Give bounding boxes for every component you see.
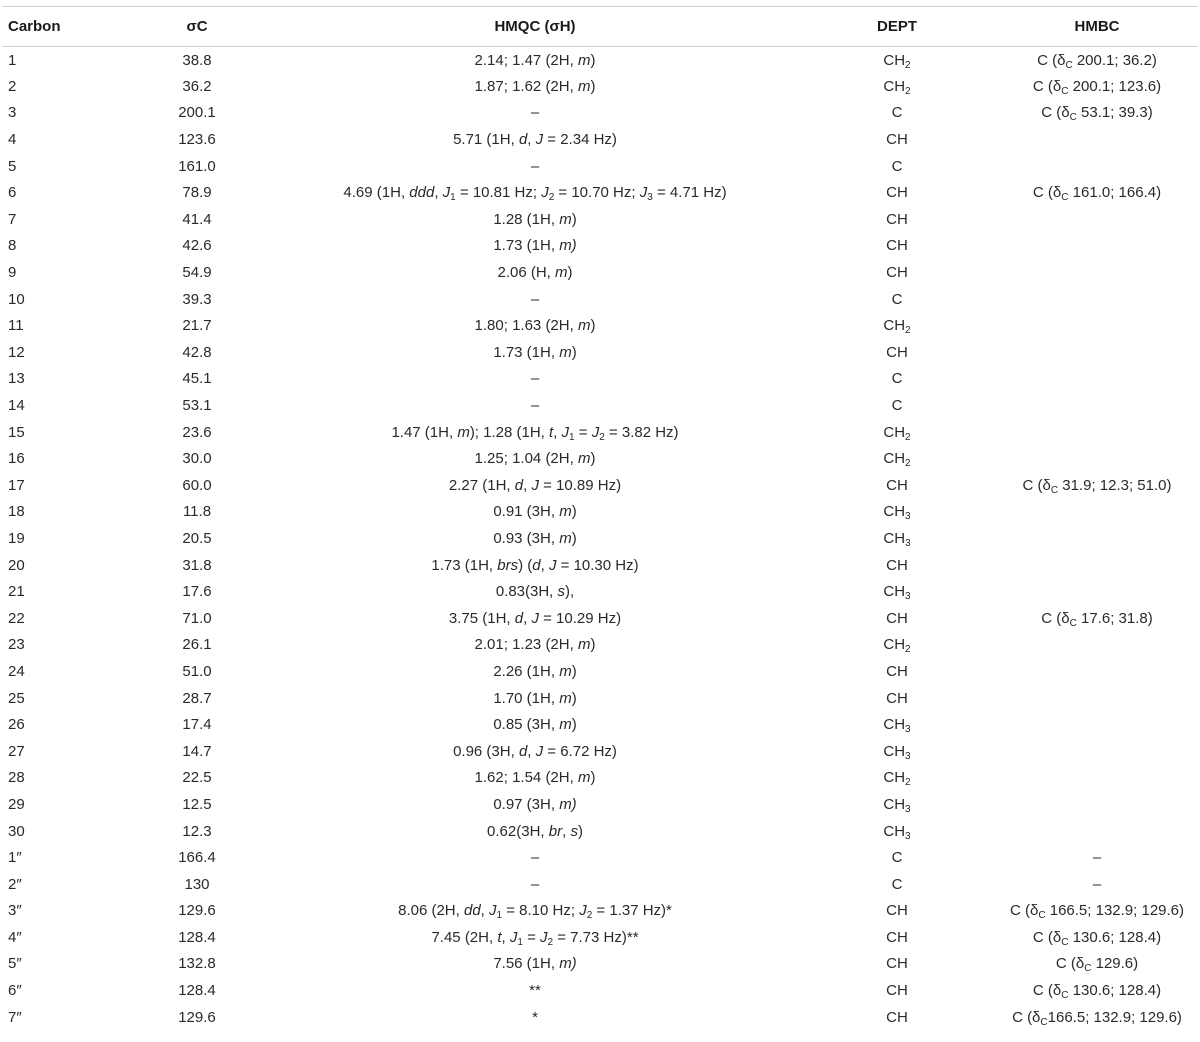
cell-carbon: 6 xyxy=(8,184,17,202)
cell-dept: $CH_2$ xyxy=(883,51,911,71)
cell-hmqc: – xyxy=(530,849,540,867)
table-row xyxy=(2,765,1198,792)
cell-hmqc: 5.71 (1H, d, J = 2.34 Hz) xyxy=(453,131,617,149)
cell-hmbc xyxy=(996,259,1198,286)
cell-hmqc: 0.85 (3H, m) xyxy=(493,716,577,734)
cell-dept: C xyxy=(891,157,903,175)
cell-hmbc xyxy=(996,552,1198,579)
cell-dept: CH xyxy=(886,1008,908,1026)
table-row xyxy=(2,312,1198,339)
cell-sigma-c: 128.4 xyxy=(178,928,216,946)
cell-sigma-c: 166.4 xyxy=(178,849,216,867)
cell-hmqc: 4.69 (1H, ddd, $J_1 = 10.81$ Hz; $J_2 = 10.70$ Hz; $J_3 = 4.71$ Hz) xyxy=(343,184,727,204)
table-row xyxy=(2,818,1198,845)
cell-hmqc: 2.06 (H, m) xyxy=(497,264,573,282)
cell-dept: CH xyxy=(886,131,908,149)
cell-carbon: 5″ xyxy=(8,955,22,973)
cell-sigma-c: 129.6 xyxy=(178,902,216,920)
cell-carbon: 20 xyxy=(8,556,25,574)
header-dept: DEPT xyxy=(798,7,996,47)
cell-carbon: 28 xyxy=(8,769,25,787)
cell-hmbc: C ($\delta_C$ 130.6; 128.4) xyxy=(1032,982,1162,1002)
cell-hmqc: 0.97 (3H, m) xyxy=(493,795,577,813)
cell-sigma-c: 12.3 xyxy=(182,822,212,840)
cell-dept: $CH_2$ xyxy=(883,317,911,337)
table-row xyxy=(2,126,1198,153)
cell-hmqc: 1.25; 1.04 (2H, m) xyxy=(474,450,596,468)
table-row xyxy=(2,73,1198,100)
cell-dept: CH xyxy=(886,689,908,707)
cell-hmbc: C ($\delta_C$ 53.1; 39.3) xyxy=(1041,104,1153,124)
table-row xyxy=(2,791,1198,818)
cell-sigma-c: 51.0 xyxy=(182,662,212,680)
cell-hmbc xyxy=(996,286,1198,313)
cell-dept: $CH_3$ xyxy=(883,583,911,603)
cell-hmbc xyxy=(996,445,1198,472)
cell-sigma-c: 22.5 xyxy=(182,769,212,787)
cell-hmqc: – xyxy=(530,875,540,893)
cell-carbon: 11 xyxy=(8,317,24,335)
cell-hmbc xyxy=(996,765,1198,792)
table-row xyxy=(2,419,1198,446)
cell-sigma-c: 28.7 xyxy=(182,689,212,707)
table-row xyxy=(2,206,1198,233)
cell-sigma-c: 41.4 xyxy=(182,210,212,228)
cell-hmqc: 7.56 (1H, m) xyxy=(493,955,577,973)
cell-hmqc: – xyxy=(530,157,540,175)
cell-hmbc xyxy=(996,392,1198,419)
cell-sigma-c: 129.6 xyxy=(178,1008,216,1026)
cell-hmqc: 0.62(3H, br, s) xyxy=(487,822,583,840)
cell-dept: $CH_3$ xyxy=(883,795,911,815)
cell-hmqc: 0.91 (3H, m) xyxy=(493,503,577,521)
cell-hmbc xyxy=(996,419,1198,446)
cell-sigma-c: 20.5 xyxy=(182,529,212,547)
cell-sigma-c: 71.0 xyxy=(182,609,212,627)
cell-hmbc: – xyxy=(1092,849,1102,867)
cell-dept: CH xyxy=(886,609,908,627)
cell-dept: $CH_3$ xyxy=(883,503,911,523)
header-row xyxy=(2,7,1198,47)
nmr-data-table xyxy=(2,6,1198,1030)
cell-dept: $CH_3$ xyxy=(883,742,911,762)
cell-dept: CH xyxy=(886,264,908,282)
table-row xyxy=(2,685,1198,712)
table-row xyxy=(2,711,1198,738)
cell-dept: C xyxy=(891,104,903,122)
cell-dept: $CH_3$ xyxy=(883,716,911,736)
cell-hmqc: ** xyxy=(529,982,541,1000)
cell-sigma-c: 23.6 xyxy=(182,423,212,441)
cell-hmbc xyxy=(996,711,1198,738)
cell-hmqc: – xyxy=(530,290,540,308)
header-hmbc: HMBC xyxy=(996,7,1198,47)
cell-hmbc xyxy=(996,685,1198,712)
cell-hmqc: 7.45 (2H, t, $J_1 = J_2 = 7.73$ Hz)** xyxy=(431,928,639,948)
table-row xyxy=(2,977,1198,1004)
cell-sigma-c: 31.8 xyxy=(182,556,212,574)
cell-hmbc: – xyxy=(1092,875,1102,893)
cell-sigma-c: 130 xyxy=(184,875,210,893)
cell-hmbc xyxy=(996,233,1198,260)
cell-carbon: 24 xyxy=(8,662,25,680)
cell-carbon: 25 xyxy=(8,689,25,707)
cell-carbon: 3 xyxy=(8,104,17,122)
cell-dept: C xyxy=(891,849,903,867)
cell-dept: $CH_3$ xyxy=(883,529,911,549)
cell-sigma-c: 17.6 xyxy=(182,583,212,601)
cell-hmqc: 2.14; 1.47 (2H, m) xyxy=(474,51,596,69)
cell-hmbc xyxy=(996,791,1198,818)
table-row xyxy=(2,366,1198,393)
cell-hmbc: C ($\delta_C$ 129.6) xyxy=(1055,955,1139,975)
cell-hmqc: 0.93 (3H, m) xyxy=(493,529,577,547)
cell-hmbc: C ($\delta_C$ 200.1; 36.2) xyxy=(1037,51,1157,71)
cell-hmbc xyxy=(996,525,1198,552)
cell-hmqc: 2.26 (1H, m) xyxy=(493,662,577,680)
cell-hmqc: 1.80; 1.63 (2H, m) xyxy=(474,317,596,335)
cell-hmbc xyxy=(996,499,1198,526)
cell-carbon: 5 xyxy=(8,157,17,175)
table-row xyxy=(2,472,1198,499)
header-hmqc: HMQC (σH) xyxy=(272,7,798,47)
cell-dept: CH xyxy=(886,237,908,255)
cell-carbon: 4 xyxy=(8,131,17,149)
cell-hmbc: C ($\delta_C$ 31.9; 12.3; 51.0) xyxy=(1022,476,1172,496)
cell-dept: CH xyxy=(886,902,908,920)
table-body xyxy=(2,47,1198,1031)
cell-sigma-c: 78.9 xyxy=(182,184,212,202)
cell-hmqc: 8.06 (2H, dd, $J_1 = 8.10$ Hz; $J_2 = 1.37$ Hz)* xyxy=(398,902,672,922)
table-row xyxy=(2,924,1198,951)
table-row xyxy=(2,339,1198,366)
cell-sigma-c: 12.5 xyxy=(182,795,212,813)
cell-hmbc: C ($\delta_C$ 17.6; 31.8) xyxy=(1041,609,1153,629)
cell-carbon: 6″ xyxy=(8,982,22,1000)
cell-hmbc xyxy=(996,339,1198,366)
cell-carbon: 14 xyxy=(8,397,25,415)
cell-hmbc xyxy=(996,153,1198,180)
cell-carbon: 7″ xyxy=(8,1008,22,1026)
cell-dept: CH xyxy=(886,955,908,973)
table-row xyxy=(2,499,1198,526)
cell-hmqc: – xyxy=(530,397,540,415)
table-row xyxy=(2,233,1198,260)
cell-hmqc: 3.75 (1H, d, J = 10.29 Hz) xyxy=(448,609,622,627)
cell-hmqc: 0.83(3H, s), xyxy=(495,583,575,601)
cell-hmbc: C ($\delta_C$ 166.5; 132.9; 129.6) xyxy=(1009,902,1185,922)
cell-sigma-c: 53.1 xyxy=(182,397,212,415)
cell-carbon: 16 xyxy=(8,450,25,468)
cell-carbon: 21 xyxy=(8,583,25,601)
cell-sigma-c: 39.3 xyxy=(182,290,212,308)
cell-sigma-c: 42.8 xyxy=(182,343,212,361)
table-row xyxy=(2,525,1198,552)
cell-dept: $CH_2$ xyxy=(883,450,911,470)
cell-carbon: 30 xyxy=(8,822,25,840)
table-row xyxy=(2,100,1198,127)
table-row xyxy=(2,259,1198,286)
cell-sigma-c: 161.0 xyxy=(178,157,216,175)
cell-carbon: 23 xyxy=(8,636,25,654)
cell-carbon: 2 xyxy=(8,77,17,95)
table-row xyxy=(2,605,1198,632)
cell-sigma-c: 45.1 xyxy=(182,370,212,388)
cell-hmqc: 1.73 (1H, brs) (d, J = 10.30 Hz) xyxy=(431,556,639,574)
cell-dept: C xyxy=(891,875,903,893)
cell-dept: C xyxy=(891,397,903,415)
cell-hmbc xyxy=(996,818,1198,845)
cell-dept: $CH_3$ xyxy=(883,822,911,842)
cell-hmbc xyxy=(996,206,1198,233)
table-row xyxy=(2,951,1198,978)
cell-hmbc: C ($\delta_C166.5$; 132.9; 129.6) xyxy=(1012,1008,1182,1028)
cell-carbon: 17 xyxy=(8,476,25,494)
cell-hmqc: 1.87; 1.62 (2H, m) xyxy=(474,77,596,95)
cell-carbon: 29 xyxy=(8,795,25,813)
cell-hmqc: 1.28 (1H, m) xyxy=(493,210,577,228)
table-row xyxy=(2,578,1198,605)
cell-sigma-c: 123.6 xyxy=(178,131,216,149)
cell-dept: CH xyxy=(886,662,908,680)
cell-sigma-c: 17.4 xyxy=(182,716,212,734)
cell-sigma-c: 11.8 xyxy=(182,503,212,521)
header-sigma-c: σC xyxy=(122,7,272,47)
cell-sigma-c: 36.2 xyxy=(182,77,212,95)
cell-hmqc: 1.62; 1.54 (2H, m) xyxy=(474,769,596,787)
cell-hmqc: 1.73 (1H, m) xyxy=(493,343,577,361)
cell-carbon: 12 xyxy=(8,343,25,361)
cell-sigma-c: 42.6 xyxy=(182,237,212,255)
cell-dept: CH xyxy=(886,476,908,494)
table-row xyxy=(2,658,1198,685)
table-header xyxy=(2,7,1198,47)
cell-hmbc xyxy=(996,578,1198,605)
cell-dept: CH xyxy=(886,210,908,228)
table-row xyxy=(2,445,1198,472)
cell-hmbc: C ($\delta_C$ 161.0; 166.4) xyxy=(1032,184,1162,204)
cell-dept: $CH_2$ xyxy=(883,77,911,97)
cell-sigma-c: 38.8 xyxy=(182,51,212,69)
cell-hmqc: 1.73 (1H, m) xyxy=(493,237,577,255)
cell-hmqc: * xyxy=(532,1008,538,1026)
cell-dept: CH xyxy=(886,928,908,946)
cell-hmbc xyxy=(996,632,1198,659)
cell-dept: $CH_2$ xyxy=(883,769,911,789)
cell-carbon: 22 xyxy=(8,609,25,627)
cell-carbon: 19 xyxy=(8,529,25,547)
cell-dept: CH xyxy=(886,343,908,361)
cell-dept: C xyxy=(891,370,903,388)
cell-sigma-c: 14.7 xyxy=(182,742,212,760)
table-row xyxy=(2,1004,1198,1031)
cell-hmbc: C ($\delta_C$ 200.1; 123.6) xyxy=(1032,77,1162,97)
cell-carbon: 10 xyxy=(8,290,25,308)
table-row xyxy=(2,153,1198,180)
cell-dept: C xyxy=(891,290,903,308)
table-row xyxy=(2,286,1198,313)
cell-carbon: 2″ xyxy=(8,875,22,893)
cell-hmbc xyxy=(996,312,1198,339)
cell-hmqc: – xyxy=(530,104,540,122)
table-row xyxy=(2,844,1198,871)
cell-dept: $CH_2$ xyxy=(883,636,911,656)
cell-sigma-c: 132.8 xyxy=(178,955,216,973)
cell-carbon: 9 xyxy=(8,264,17,282)
table-row xyxy=(2,552,1198,579)
cell-carbon: 18 xyxy=(8,503,25,521)
cell-carbon: 1″ xyxy=(8,849,22,867)
cell-carbon: 26 xyxy=(8,716,25,734)
cell-sigma-c: 54.9 xyxy=(182,264,212,282)
cell-carbon: 1 xyxy=(8,51,17,69)
cell-sigma-c: 60.0 xyxy=(182,476,212,494)
cell-hmbc xyxy=(996,366,1198,393)
cell-carbon: 4″ xyxy=(8,928,22,946)
cell-hmbc xyxy=(996,658,1198,685)
table-row xyxy=(2,632,1198,659)
cell-dept: CH xyxy=(886,184,908,202)
header-carbon: Carbon xyxy=(2,7,122,47)
table-row xyxy=(2,392,1198,419)
cell-hmqc: – xyxy=(530,370,540,388)
cell-hmqc: 1.47 (1H, m); 1.28 (1H, t, $J_1 = J_2 = 3.82$ Hz) xyxy=(391,423,679,443)
cell-carbon: 27 xyxy=(8,742,25,760)
cell-hmbc xyxy=(996,738,1198,765)
cell-sigma-c: 26.1 xyxy=(182,636,212,654)
cell-hmqc: 0.96 (3H, d, J = 6.72 Hz) xyxy=(453,742,617,760)
cell-hmqc: 2.01; 1.23 (2H, m) xyxy=(474,636,596,654)
cell-carbon: 15 xyxy=(8,423,25,441)
table-row xyxy=(2,179,1198,206)
cell-dept: CH xyxy=(886,982,908,1000)
cell-sigma-c: 200.1 xyxy=(178,104,216,122)
cell-hmbc: C ($\delta_C$ 130.6; 128.4) xyxy=(1032,928,1162,948)
cell-carbon: 8 xyxy=(8,237,17,255)
cell-dept: CH xyxy=(886,556,908,574)
cell-sigma-c: 128.4 xyxy=(178,982,216,1000)
table-row xyxy=(2,47,1198,74)
cell-hmqc: 1.70 (1H, m) xyxy=(493,689,577,707)
cell-carbon: 3″ xyxy=(8,902,22,920)
table-row xyxy=(2,738,1198,765)
cell-carbon: 13 xyxy=(8,370,25,388)
table-row xyxy=(2,871,1198,898)
cell-carbon: 7 xyxy=(8,210,17,228)
cell-dept: $CH_2$ xyxy=(883,423,911,443)
cell-sigma-c: 30.0 xyxy=(182,450,212,468)
cell-sigma-c: 21.7 xyxy=(182,317,212,335)
cell-hmqc: 2.27 (1H, d, J = 10.89 Hz) xyxy=(448,476,622,494)
table-row xyxy=(2,898,1198,925)
cell-hmbc xyxy=(996,126,1198,153)
